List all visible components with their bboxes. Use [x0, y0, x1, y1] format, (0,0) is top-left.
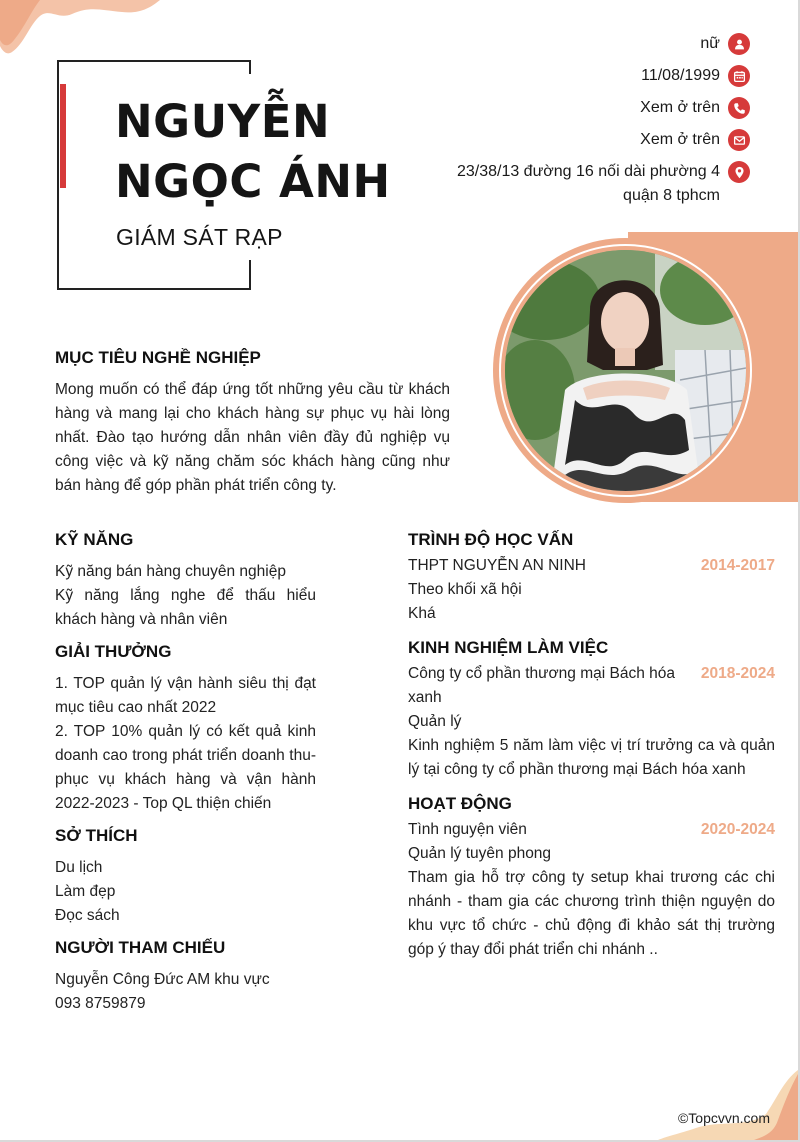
contact-gender — [390, 32, 750, 56]
objective-heading: MỤC TIÊU NGHỀ NGHIỆP — [55, 348, 261, 367]
photo-frame — [499, 244, 752, 497]
contact-email — [390, 128, 750, 152]
activity-years: 2020-2024 — [700, 821, 775, 838]
hobby-item: Làm đẹp — [55, 883, 116, 900]
gender-text: nữ — [700, 35, 720, 52]
location-pin-icon — [728, 161, 750, 183]
reference-heading: NGƯỜI THAM CHIẾU — [55, 938, 226, 957]
phone-text: Xem ở trên — [640, 99, 720, 116]
user-icon — [728, 33, 750, 55]
name-line-1: NGUYỄN — [115, 95, 331, 148]
activities-section — [408, 794, 775, 962]
experience-heading: KINH NGHIỆM LÀM VIỆC — [408, 638, 609, 657]
reference-name: Nguyễn Công Đức AM khu vực — [55, 971, 270, 988]
right-column — [408, 530, 775, 974]
experience-role: Quản lý — [408, 713, 462, 730]
hobbies-section — [55, 826, 316, 928]
skill-item: Kỹ năng bán hàng chuyên nghiệp — [55, 563, 286, 580]
experience-entry — [408, 662, 775, 710]
hobby-item: Đọc sách — [55, 907, 120, 924]
education-heading: TRÌNH ĐỘ HỌC VẤN — [408, 530, 574, 549]
candidate-name — [115, 92, 415, 212]
award-item: 2. TOP 10% quản lý có kết quả kinh doanh cao trong phát triển doanh thu- phục vụ khách hàng và vận hành 2022-2023 - Top QL thiện chiến — [55, 723, 316, 812]
skill-item: Kỹ năng lắng nghe để thấu hiểu khách hàng và nhân viên — [55, 587, 316, 628]
address-line-2: quận 8 tphcm — [623, 187, 720, 204]
education-section — [408, 530, 775, 626]
left-column — [55, 530, 316, 1026]
company-name: Công ty cổ phần thương mại Bách hóa xanh — [408, 665, 675, 706]
birthday-text: 11/08/1999 — [641, 67, 720, 84]
experience-description: Kinh nghiệm 5 năm làm việc vị trí trưởng ca và quản lý tại công ty cổ phần thương mại Bách hóa xanh — [408, 737, 775, 778]
hobby-item: Du lịch — [55, 859, 103, 876]
contact-phone — [390, 96, 750, 120]
profile-photo — [505, 250, 746, 491]
objective-text: Mong muốn có thể đáp ứng tốt những yêu cầu từ khách hàng và mang lại cho khách hàng sự phục vụ hài lòng nhất. Đào tạo hướng dẫn nhân viên đầy đủ nghiệp vụ công việc và kỹ năng chăm sóc khách hàng cũng như bán hàng để góp phần phát triển công ty. — [55, 381, 450, 494]
education-detail: Theo khối xã hội — [408, 581, 522, 598]
reference-phone: 093 8759879 — [55, 995, 146, 1012]
copyright: ©Topcvvn.com — [677, 1110, 770, 1126]
name-line-2: NGỌC ÁNH — [115, 155, 391, 208]
awards-section — [55, 642, 316, 816]
mail-icon — [728, 129, 750, 151]
contact-info — [390, 32, 750, 216]
activity-org: Tình nguyện viên — [408, 821, 527, 838]
calendar-icon — [728, 65, 750, 87]
education-entry — [408, 554, 775, 578]
education-years: 2014-2017 — [700, 557, 775, 574]
activities-heading: HOẠT ĐỘNG — [408, 794, 512, 813]
email-text: Xem ở trên — [640, 131, 720, 148]
awards-heading: GIẢI THƯỞNG — [55, 642, 172, 661]
decorative-blob-top — [0, 0, 160, 60]
phone-icon — [728, 97, 750, 119]
activity-role: Quản lý tuyên phong — [408, 845, 552, 862]
experience-years: 2018-2024 — [700, 665, 775, 682]
accent-bar — [60, 84, 66, 188]
contact-birthday — [390, 64, 750, 88]
address-line-1: 23/38/13 đường 16 nối dài phường 4 — [456, 163, 720, 180]
activity-description: Tham gia hỗ trợ công ty setup khai trương các chi nhánh - tham gia các chương trình thiện nguyện do khu vực tổ chức - chủ động đi khảo sát thị trường góp ý thay đổi phát triển chi nhánh .. — [408, 869, 775, 958]
school-name: THPT NGUYỄN AN NINH — [408, 557, 586, 574]
decorative-blob-bottom — [598, 1070, 798, 1140]
skills-section — [55, 530, 316, 632]
hobbies-heading: SỞ THÍCH — [55, 826, 138, 845]
experience-section — [408, 638, 775, 782]
objective-section — [55, 348, 450, 498]
job-title: GIÁM SÁT RẠP — [116, 224, 283, 250]
reference-section — [55, 938, 316, 1016]
contact-address — [390, 160, 750, 208]
education-grade: Khá — [408, 605, 436, 622]
skills-heading: KỸ NĂNG — [55, 530, 134, 549]
activity-entry — [408, 818, 775, 842]
address-text — [457, 160, 720, 208]
award-item: 1. TOP quản lý vận hành siêu thị đạt mục tiêu cao nhất 2022 — [55, 675, 316, 716]
